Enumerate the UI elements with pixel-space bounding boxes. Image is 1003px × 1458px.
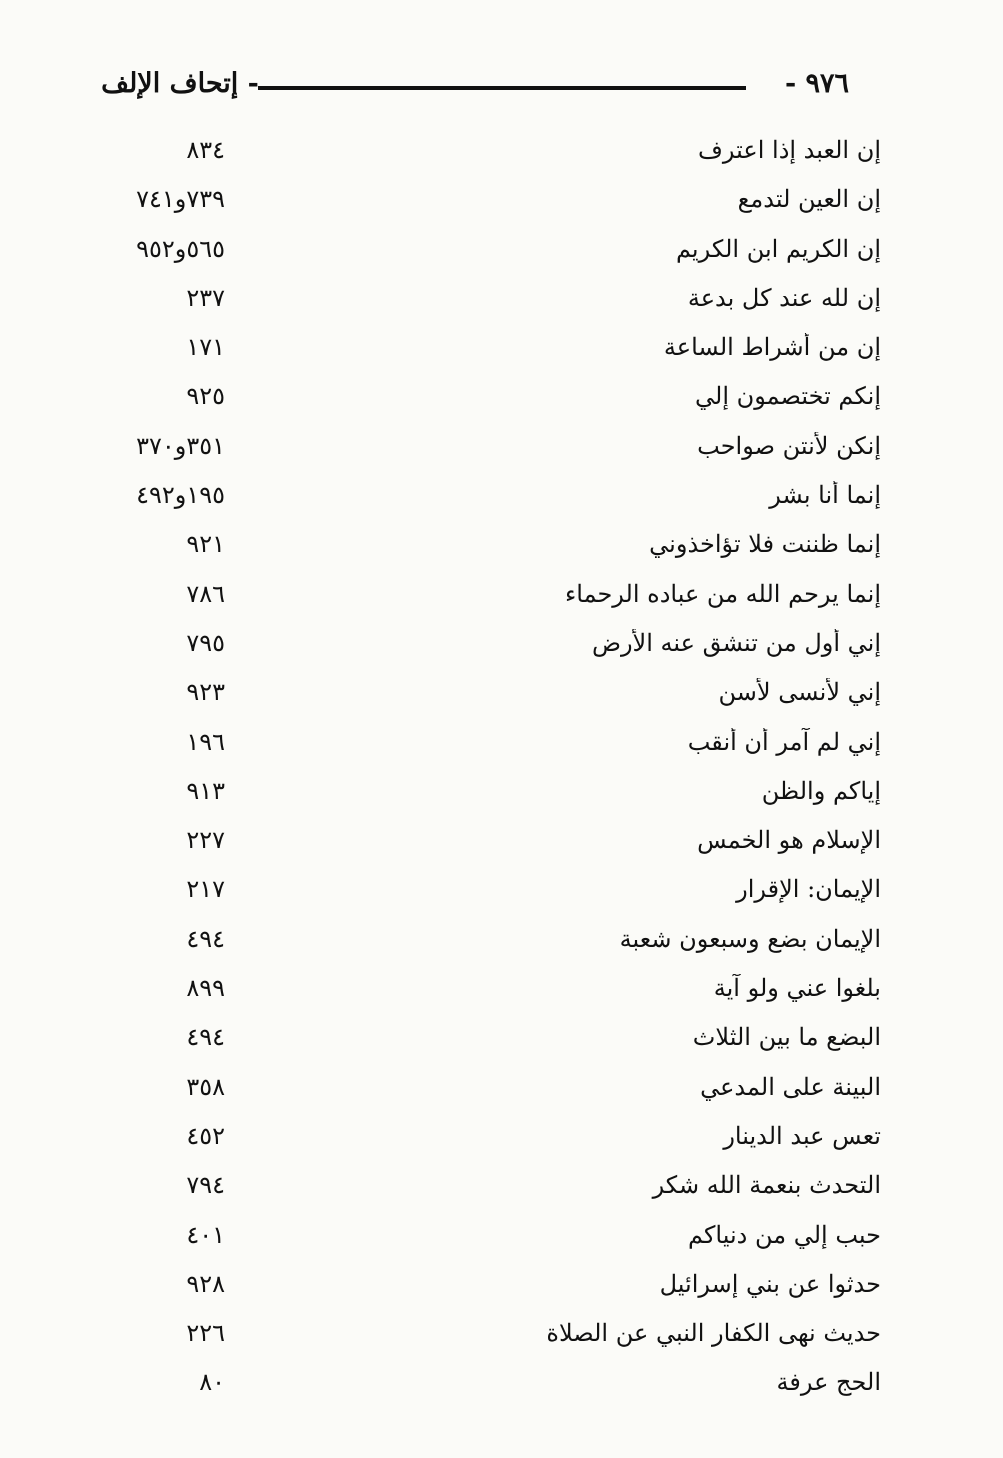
entry-text: إن الكريم ابن الكريم <box>675 234 881 263</box>
index-entry <box>95 771 881 820</box>
index-entry <box>95 278 881 327</box>
entry-text: حبب إلي من دنياكم <box>688 1220 881 1249</box>
running-header <box>95 64 881 114</box>
index-entry <box>95 1215 881 1264</box>
entry-text: إنما ظننت فلا تؤاخذوني <box>649 530 881 559</box>
entry-page-ref: ٧٩٥ <box>186 628 225 657</box>
index-entry <box>95 1067 881 1116</box>
index-list <box>95 130 881 1412</box>
entry-page-ref: ١٧١ <box>186 333 225 362</box>
index-entry <box>95 376 881 425</box>
index-entry <box>95 1362 881 1411</box>
entry-page-ref: ٩١٣ <box>186 776 225 805</box>
entry-page-ref: ٨٣٤ <box>186 136 225 164</box>
entry-text: إياكم والظن <box>761 776 881 805</box>
entry-text: إنكن لأنتن صواحب <box>697 431 881 460</box>
entry-page-ref: ٣٥١و٣٧٠ <box>136 431 225 460</box>
entry-page-ref: ٩٢١ <box>186 530 225 559</box>
entry-text: حدثوا عن بني إسرائيل <box>659 1269 881 1298</box>
index-entry <box>95 1165 881 1214</box>
index-entry <box>95 722 881 771</box>
index-entry <box>95 869 881 918</box>
entry-text: إني لم آمر أن أنقب <box>687 727 881 756</box>
entry-page-ref: ٩٢٨ <box>186 1269 225 1298</box>
entry-text: إنما أنا بشر <box>769 481 881 510</box>
entry-page-ref: ٢١٧ <box>186 875 225 904</box>
index-entry <box>95 327 881 376</box>
index-entry <box>95 524 881 573</box>
entry-text: البضع ما بين الثلاث <box>692 1023 881 1052</box>
entry-text: الإيمان: الإقرار <box>736 875 881 904</box>
entry-text: تعس عبد الدينار <box>723 1121 881 1150</box>
entry-text: إني لأنسى لأسن <box>718 678 881 707</box>
entry-text: الحج عرفة <box>776 1368 881 1397</box>
entry-text: إن العين لتدمع <box>737 185 881 214</box>
index-entry <box>95 1264 881 1313</box>
entry-text: إني أول من تنشق عنه الأرض <box>591 628 881 657</box>
index-entry <box>95 130 881 179</box>
entry-page-ref: ٩٢٣ <box>186 678 225 707</box>
entry-text: إن من أشراط الساعة <box>663 333 881 362</box>
entry-page-ref: ٥٦٥و٩٥٢ <box>136 234 225 263</box>
entry-page-ref: ٣٥٨ <box>186 1072 225 1101</box>
index-entry <box>95 1116 881 1165</box>
entry-page-ref: ٤٥٢ <box>186 1121 225 1150</box>
index-entry <box>95 475 881 524</box>
entry-page-ref: ٧٨٦ <box>186 579 225 608</box>
index-entry <box>95 820 881 869</box>
index-entry <box>95 672 881 721</box>
header-rule <box>258 86 746 90</box>
page-number: ٩٧٦ - <box>784 68 850 99</box>
index-entry <box>95 426 881 475</box>
index-entry <box>95 574 881 623</box>
entry-page-ref: ٩٢٥ <box>186 382 225 411</box>
index-entry <box>95 1313 881 1362</box>
entry-page-ref: ١٩٥و٤٩٢ <box>136 481 225 510</box>
entry-page-ref: ٤٩٤ <box>186 1023 225 1052</box>
entry-page-ref: ٨٠ <box>199 1368 225 1397</box>
index-entry <box>95 919 881 968</box>
entry-page-ref: ٢٢٦ <box>186 1319 225 1348</box>
entry-text: التحدث بنعمة الله شكر <box>652 1171 881 1200</box>
entry-page-ref: ٢٢٧ <box>186 826 225 855</box>
entry-text: إن العبد إذا اعترف <box>698 136 881 164</box>
index-entry <box>95 229 881 278</box>
entry-text: بلغوا عني ولو آية <box>713 974 881 1003</box>
entry-page-ref: ٨٩٩ <box>186 974 225 1003</box>
entry-text: حديث نهى الكفار النبي عن الصلاة <box>546 1319 881 1348</box>
entry-page-ref: ١٩٦ <box>186 727 225 756</box>
book-title: - إتحاف الإلف <box>101 68 259 99</box>
index-entry <box>95 623 881 672</box>
entry-page-ref: ٤٩٤ <box>186 924 225 953</box>
entry-page-ref: ٧٩٤ <box>186 1171 225 1200</box>
entry-text: إنكم تختصمون إلي <box>695 382 881 411</box>
index-entry <box>95 1017 881 1066</box>
entry-text: البينة على المدعي <box>700 1072 881 1101</box>
entry-text: إن لله عند كل بدعة <box>687 283 881 312</box>
index-entry <box>95 968 881 1017</box>
entry-page-ref: ٤٠١ <box>186 1220 225 1249</box>
entry-page-ref: ٧٣٩و٧٤١ <box>136 185 225 214</box>
entry-page-ref: ٢٣٧ <box>186 283 225 312</box>
index-entry <box>95 179 881 228</box>
entry-text: الإسلام هو الخمس <box>697 826 881 855</box>
entry-text: الإيمان بضع وسبعون شعبة <box>619 924 881 953</box>
entry-text: إنما يرحم الله من عباده الرحماء <box>565 579 881 608</box>
